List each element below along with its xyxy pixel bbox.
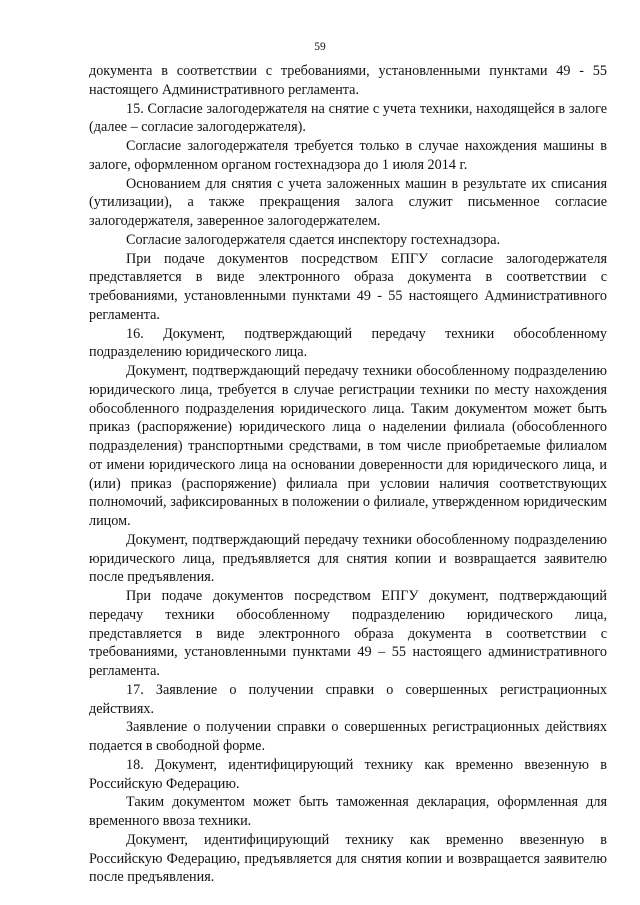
section-heading-15: 15. Согласие залогодержателя на снятие с учета техники, находящейся в залоге (далее – согласие залогодержателя).	[89, 100, 607, 136]
paragraph: Таким документом может быть таможенная декларация, оформленная для временного ввоза техники.	[89, 794, 607, 829]
paragraph: Основанием для снятия с учета заложенных машин в результате их списания (утилизации), а также прекращения залога служит письменное согласие залогодержателя, заверенное залогодержателем.	[89, 175, 607, 229]
page-number: 59	[314, 41, 326, 53]
section-heading-17: 17. Заявление о получении справки о совершенных регистрационных действиях.	[89, 681, 607, 717]
paragraph: Согласие залогодержателя требуется только в случае нахождения машины в залоге, оформленном органом гостехнадзора до 1 июля 2014 г.	[89, 138, 607, 173]
paragraph: Документ, идентифицирующий технику как временно ввезенную в Российскую Федерацию, предъявляется для снятия копии и возвращается заявителю после предъявления.	[89, 831, 607, 886]
document-body	[89, 62, 607, 887]
section-heading-18: 18. Документ, идентифицирующий технику как временно ввезенную в Российскую Федерацию.	[89, 756, 607, 792]
section-heading-16: 16. Документ, подтверждающий передачу техники обособленному подразделению юридического лица.	[89, 325, 607, 361]
paragraph: Согласие залогодержателя сдается инспектору гостехнадзора.	[126, 231, 501, 248]
paragraph: документа в соответствии с требованиями, установленными пунктами 49 - 55 настоящего Административного регламента.	[89, 63, 607, 98]
paragraph: Заявление о получении справки о совершенных регистрационных действиях подается в свободной форме.	[89, 719, 607, 754]
paragraph: При подаче документов посредством ЕПГУ согласие залогодержателя представляется в виде электронного образа документа в соответствии с требованиями, установленными пунктами 49 - 55 настоящего Административного регламента.	[89, 250, 607, 323]
paragraph: При подаче документов посредством ЕПГУ документ, подтверждающий передачу техники обособленному подразделению юридического лица, представляется в виде электронного образа документа в соответствии с требованиями, установленными пунктами 49 – 55 настоящего административного регламента.	[89, 588, 607, 679]
paragraph: Документ, подтверждающий передачу техники обособленному подразделению юридического лица, требуется в случае регистрации техники по месту нахождения обособленного подразделения юридического лица. Таким документом может быть приказ (распоряжение) юридического лица о наделении филиала (обособленного подразделения) транспортными средствами, в том числе приобретаемые филиалом от имени юридического лица на основании доверенности для юридического лица, и (или) приказ (распоряжение) филиала при условии наличия соответствующих полномочий, зафиксированных в положении о филиале, утвержденном юридическим лицом.	[89, 363, 607, 529]
paragraph: Документ, подтверждающий передачу техники обособленному подразделению юридического лица, предъявляется для снятия копии и возвращается заявителю после предъявления.	[89, 531, 607, 586]
